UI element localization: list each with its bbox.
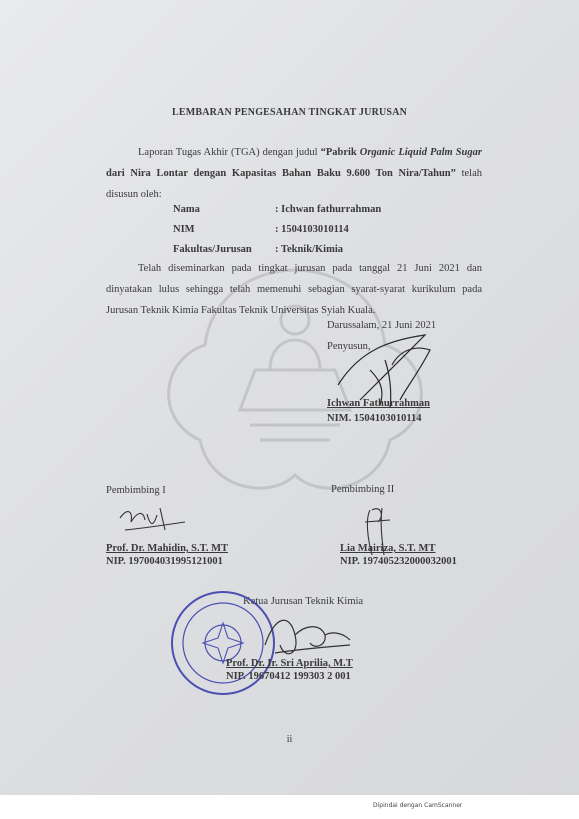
supervisor2-name: Lia Mairiza, S.T. MT [340,543,436,554]
author-name: Ichwan Fathurrahman [327,398,430,409]
author-role: Penyusun, [327,341,371,352]
place-date: Darussalam, 21 Juni 2021 [327,320,437,331]
page-title: LEMBARAN PENGESAHAN TINGKAT JURUSAN [171,107,408,118]
field-value: : Teknik/Kimia [275,244,343,255]
supervisor1-nip: NIP. 197004031995121001 [106,556,223,567]
intro-text-2: “Pabrik [320,147,360,158]
head-nip: NIP. 19670412 199303 2 001 [226,671,351,682]
page-number: ii [286,734,293,745]
supervisor2-nip: NIP. 197405232000032001 [340,556,457,567]
author-nim: NIM. 1504103010114 [327,413,422,424]
field-label: Fakultas/Jurusan [173,244,252,255]
field-label: Nama [173,204,200,215]
supervisor1-name: Prof. Dr. Mahidin, S.T. MT [106,543,229,554]
field-fakultas [173,244,343,255]
supervisor2-role: Pembimbing II [331,484,395,495]
seminar-paragraph: Telah diseminarkan pada tingkat jurusan pada tanggal 21 Juni 2021 dan dinyatakan lulus sehingga telah memenuhi sebagian syarat-syarat kurikulum pada Jurusan Teknik Kimia Fakultas Teknik Universitas Syiah Kuala. [106,263,482,316]
field-nama [173,204,381,215]
intro-text-5: telah disusun oleh: [106,168,482,200]
intro-text-3: Organic Liquid Palm Sugar [359,147,482,158]
field-label: NIM [173,224,195,235]
intro-text-1: Laporan Tugas Akhir (TGA) dengan judul [138,147,321,158]
field-value: : Ichwan fathurrahman [275,204,382,215]
supervisor1-role: Pembimbing I [106,485,166,496]
field-nim [173,224,349,235]
field-value: : 1504103010114 [275,224,349,235]
head-name: Prof. Dr. Ir. Sri Aprilia, M.T [226,658,353,669]
head-role: Ketua Jurusan Teknik Kimia [243,596,364,607]
scanner-footer: Dipindai dengan CamScanner [373,802,463,809]
supervisor1-signature [115,500,195,540]
head-signature [255,605,355,665]
intro-text-4: dari Nira Lontar dengan Kapasitas Bahan Baku 9.600 Ton Nira/Tahun” [106,168,456,179]
intro-paragraph [106,142,482,205]
